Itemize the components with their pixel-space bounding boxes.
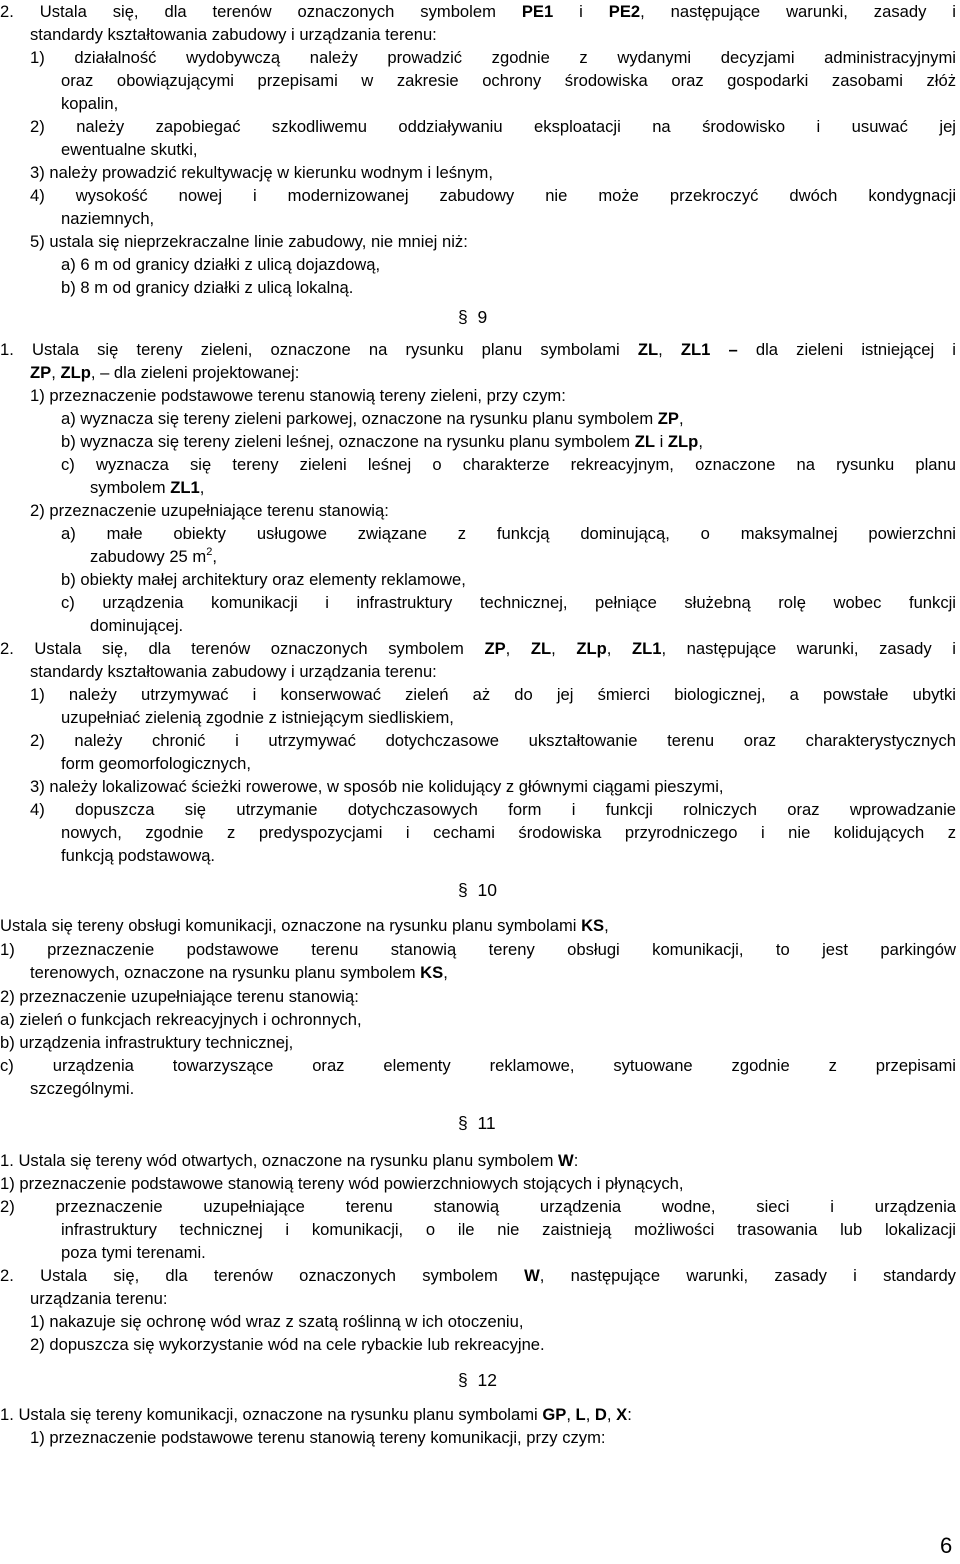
symbol-pe2: PE2 <box>608 2 641 21</box>
list-subitem: c) wyznacza się tereny zieleni leśnej o charakterze rekreacyjnym, oznaczone na rysunku planu <box>61 455 956 474</box>
list-subitem: a) wyznacza się tereny zieleni parkowej, oznaczone na rysunku planu symbolem ZP, <box>61 409 684 428</box>
list-item: 3) należy lokalizować ścieżki rowerowe, w sposób nie kolidujący z głównymi ciągami pieszymi, <box>30 777 724 796</box>
list-subitem-continuation: szczególnymi. <box>30 1079 135 1098</box>
list-item: 2) przeznaczenie uzupełniające terenu stanowią: <box>30 501 389 520</box>
list-item: 1) przeznaczenie podstawowe terenu stanowią tereny komunikacji, przy czym: <box>30 1428 606 1447</box>
section-symbol: § <box>458 307 468 327</box>
symbol-pe1: PE1 <box>521 2 554 21</box>
list-subitem: b) urządzenia infrastruktury technicznej, <box>0 1033 294 1052</box>
section-heading-10: § 10 <box>458 880 497 900</box>
section-symbol: § <box>458 1113 468 1133</box>
list-subitem-continuation: symbolem ZL1, <box>90 478 205 497</box>
list-item-continuation: kopalin, <box>61 94 119 113</box>
section-heading-9: § 9 <box>458 307 488 327</box>
section-symbol: § <box>458 1370 468 1390</box>
superscript: 2 <box>206 546 213 558</box>
list-item: 1) należy utrzymywać i konserwować zieleń aż do jej śmierci biologicznej, a powstałe ubytki <box>30 685 956 704</box>
list-subitem-continuation: dominującej. <box>90 616 184 635</box>
list-item: 1) przeznaczenie podstawowe stanowią tereny wód powierzchniowych stojących i płynących, <box>0 1174 684 1193</box>
page-number: 6 <box>940 1533 953 1558</box>
list-item-continuation: uzupełniać zielenią zgodnie z istniejącym siedliskiem, <box>61 708 454 727</box>
list-subitem: a) 6 m od granicy działki z ulicą dojazdową, <box>61 255 381 274</box>
list-item: 1) przeznaczenie podstawowe terenu stanowią tereny zieleni, przy czym: <box>30 386 566 405</box>
list-item-continuation: form geomorfologicznych, <box>61 754 251 773</box>
list-item: 4) wysokość nowej i modernizowanej zabudowy nie może przekroczyć dwóch kondygnacji <box>30 186 956 205</box>
list-subitem: a) małe obiekty usługowe związane z funkcją dominującą, o maksymalnej powierzchni <box>61 524 956 543</box>
list-item: 2) należy zapobiegać szkodliwemu oddziaływaniu eksploatacji na środowisko i usuwać jej <box>30 117 956 136</box>
list-item: 1) przeznaczenie podstawowe terenu stanowią tereny obsługi komunikacji, to jest parkingów <box>0 940 956 959</box>
section-symbol: § <box>458 880 468 900</box>
list-item: 2) przeznaczenie uzupełniające terenu stanowią urządzenia wodne, sieci i urządzenia <box>0 1197 956 1216</box>
paragraph-2-line-1: 2. Ustala się, dla terenów oznaczonych symbolem PE1 i PE2, następujące warunki, zasady i <box>0 2 956 21</box>
section-heading-12: § 12 <box>458 1370 497 1390</box>
section-9-paragraph-2-line-2: standardy kształtowania zabudowy i urządzania terenu: <box>30 662 437 681</box>
list-subitem-continuation: zabudowy 25 $m^2$, <box>90 546 217 566</box>
section-heading-11: § 11 <box>458 1113 496 1133</box>
list-item-continuation: nowych, zgodnie z predyspozycjami i cechami środowiska przyrodniczego i nie kolidujących z <box>61 823 956 842</box>
list-item: 3) należy prowadzić rekultywację w kierunku wodnym i leśnym, <box>30 163 493 182</box>
list-item-continuation: oraz obowiązującymi przepisami w zakresie ochrony środowiska oraz gospodarki zasobami złóż <box>61 71 956 90</box>
section-9-paragraph-1-line-1: 1. Ustala się tereny zieleni, oznaczone na rysunku planu symbolami ZL, ZL1 – dla zieleni istniejącej i <box>0 340 956 359</box>
list-item: 5) ustala się nieprzekraczalne linie zabudowy, nie mniej niż: <box>30 232 468 251</box>
list-item: 4) dopuszcza się utrzymanie dotychczasowych form i funkcji rolniczych oraz wprowadzanie <box>30 800 956 819</box>
list-item-continuation: poza tymi terenami. <box>61 1243 206 1262</box>
list-item: 2) należy chronić i utrzymywać dotychczasowe ukształtowanie terenu oraz charakterystycznych <box>30 731 956 750</box>
list-subitem: b) obiekty małej architektury oraz elementy reklamowe, <box>61 570 466 589</box>
paragraph-2-line-2: standardy kształtowania zabudowy i urządzania terenu: <box>30 25 437 44</box>
list-item-continuation: naziemnych, <box>61 209 155 228</box>
list-item-continuation: terenowych, oznaczone na rysunku planu symbolem KS, <box>30 963 448 982</box>
list-subitem: c) urządzenia towarzyszące oraz elementy reklamowe, sytuowane zgodnie z przepisami <box>0 1056 956 1075</box>
list-item: 1) działalność wydobywczą należy prowadzić zgodnie z wydanymi decyzjami administracyjnymi <box>30 48 956 67</box>
section-9-paragraph-2-line-1: 2. Ustala się, dla terenów oznaczonych symbolem ZP, ZL, ZLp, ZL1, następujące warunki, zasady i <box>0 639 956 658</box>
section-11-paragraph-1: 1. Ustala się tereny wód otwartych, oznaczone na rysunku planu symbolem W: <box>0 1151 579 1170</box>
list-subitem: c) urządzenia komunikacji i infrastruktury technicznej, pełniące służebną rolę wobec funkcji <box>61 593 956 612</box>
section-10-intro: Ustala się tereny obsługi komunikacji, oznaczone na rysunku planu symbolami KS, <box>0 916 609 935</box>
section-12-paragraph-1: 1. Ustala się tereny komunikacji, oznaczone na rysunku planu symbolami GP, L, D, X: <box>0 1405 632 1424</box>
list-item-continuation: infrastruktury technicznej i komunikacji, o ile nie zaistnieją możliwości trasowania lub lokalizacji <box>61 1220 956 1239</box>
section-9-paragraph-1-line-2: ZP, ZLp, – dla zieleni projektowanej: <box>30 363 300 382</box>
list-subitem: a) zieleń o funkcjach rekreacyjnych i ochronnych, <box>0 1010 362 1029</box>
list-item-continuation: ewentualne skutki, <box>61 140 198 159</box>
list-item: 2) przeznaczenie uzupełniające terenu stanowią: <box>0 987 359 1006</box>
list-item: 2) dopuszcza się wykorzystanie wód na cele rybackie lub rekreacyjne. <box>30 1335 545 1354</box>
list-subitem: b) wyznacza się tereny zieleni leśnej, oznaczone na rysunku planu symbolem ZL i ZLp, <box>61 432 703 451</box>
list-subitem: b) 8 m od granicy działki z ulicą lokalną. <box>61 278 354 297</box>
section-11-paragraph-2-line-1: 2. Ustala się, dla terenów oznaczonych symbolem W, następujące warunki, zasady i standardy <box>0 1266 956 1285</box>
section-11-paragraph-2-line-2: urządzania terenu: <box>30 1289 168 1308</box>
list-item: 1) nakazuje się ochronę wód wraz z szatą roślinną w ich otoczeniu, <box>30 1312 524 1331</box>
list-item-continuation: funkcją podstawową. <box>61 846 216 865</box>
